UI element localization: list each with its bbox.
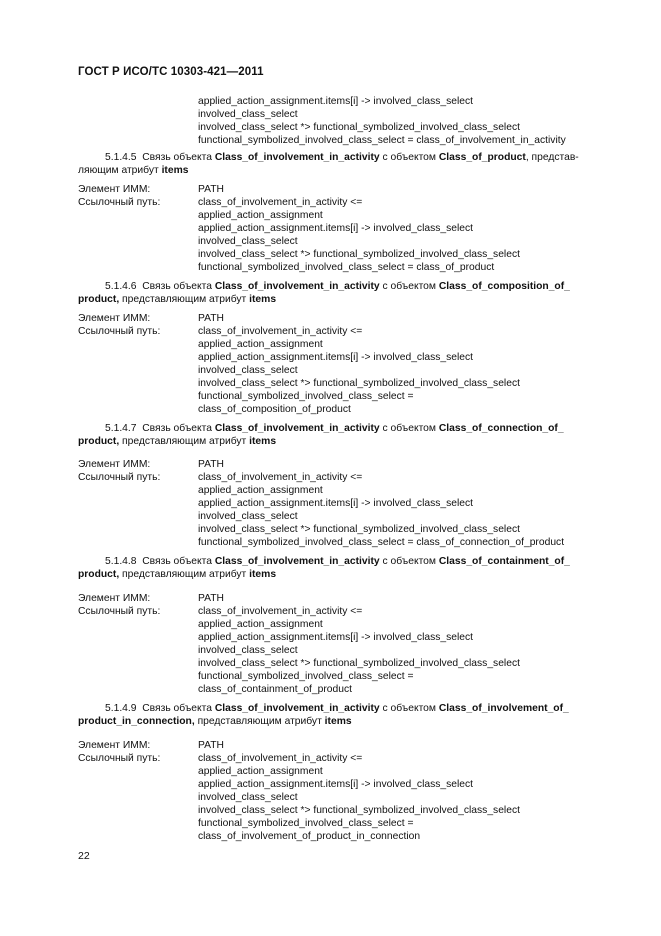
path-line: involved_class_select *> functional_symbolized_involved_class_select xyxy=(198,658,520,669)
section-heading: 5.1.4.7 Связь объекта Class_of_involvement_in_activity с объектом Class_of_connection_of_ xyxy=(105,423,564,434)
ref-path-label: Ссылочный путь: xyxy=(78,753,161,764)
path-line: applied_action_assignment xyxy=(198,485,323,496)
path-line: applied_action_assignment xyxy=(198,339,323,350)
path-line: applied_action_assignment.items[i] -> involved_class_select xyxy=(198,223,474,234)
path-line: applied_action_assignment xyxy=(198,766,323,777)
path-line: applied_action_assignment xyxy=(198,619,323,630)
path-line: involved_class_select xyxy=(198,511,298,522)
path-line: functional_symbolized_involved_class_select = xyxy=(198,671,414,682)
path-line: class_of_involvement_of_product_in_connection xyxy=(198,831,421,842)
path-line: functional_symbolized_involved_class_select = class_of_involvement_in_activity xyxy=(198,135,566,146)
ref-path-label: Ссылочный путь: xyxy=(78,326,161,337)
element-label: Элемент ИММ: xyxy=(78,184,151,195)
section-heading-cont: product, представляющим атрибут items xyxy=(78,294,277,305)
path-line: involved_class_select xyxy=(198,792,298,803)
path-line: applied_action_assignment.items[i] -> involved_class_select xyxy=(198,498,474,509)
path-line: applied_action_assignment.items[i] -> involved_class_select xyxy=(198,632,474,643)
section-heading: 5.1.4.6 Связь объекта Class_of_involvement_in_activity с объектом Class_of_composition_of_ xyxy=(105,281,570,292)
document-header: ГОСТ Р ИСО/ТС 10303-421—2011 xyxy=(78,66,264,78)
ref-path-label: Ссылочный путь: xyxy=(78,472,161,483)
section-heading-cont: product, представляющим атрибут items xyxy=(78,569,277,580)
element-label: Элемент ИММ: xyxy=(78,593,151,604)
path-line: applied_action_assignment.items[i] -> involved_class_select xyxy=(198,352,474,363)
element-label: Элемент ИММ: xyxy=(78,459,151,470)
path-line: class_of_involvement_in_activity <= xyxy=(198,753,363,764)
element-label: Элемент ИММ: xyxy=(78,313,151,324)
ref-path-label: Ссылочный путь: xyxy=(78,606,161,617)
path-line: functional_symbolized_involved_class_select = class_of_connection_of_product xyxy=(198,537,565,548)
path-line: functional_symbolized_involved_class_select = xyxy=(198,818,414,829)
section-heading: 5.1.4.5 Связь объекта Class_of_involvement_in_activity с объектом Class_of_product, представ- xyxy=(105,152,579,163)
path-line: class_of_composition_of_product xyxy=(198,404,351,415)
path-line: applied_action_assignment.items[i] -> involved_class_select xyxy=(198,96,474,107)
path-line: class_of_involvement_in_activity <= xyxy=(198,606,363,617)
page-number: 22 xyxy=(78,850,90,862)
path-line: class_of_involvement_in_activity <= xyxy=(198,197,363,208)
path-value: PATH xyxy=(198,593,224,604)
path-line: involved_class_select xyxy=(198,236,298,247)
path-line: involved_class_select *> functional_symbolized_involved_class_select xyxy=(198,524,520,535)
section-heading: 5.1.4.9 Связь объекта Class_of_involvement_in_activity с объектом Class_of_involvement_of_ xyxy=(105,703,569,714)
section-heading-cont: product, представляющим атрибут items xyxy=(78,436,277,447)
path-value: PATH xyxy=(198,459,224,470)
path-line: involved_class_select *> functional_symbolized_involved_class_select xyxy=(198,122,520,133)
section-heading-cont: product_in_connection, представляющим атрибут items xyxy=(78,716,352,727)
path-line: functional_symbolized_involved_class_select = xyxy=(198,391,414,402)
path-line: involved_class_select xyxy=(198,645,298,656)
path-value: PATH xyxy=(198,740,224,751)
section-heading-cont: ляющим атрибут items xyxy=(78,165,189,176)
ref-path-label: Ссылочный путь: xyxy=(78,197,161,208)
path-line: involved_class_select xyxy=(198,109,298,120)
section-heading: 5.1.4.8 Связь объекта Class_of_involvement_in_activity с объектом Class_of_containment_of_ xyxy=(105,556,570,567)
path-line: class_of_involvement_in_activity <= xyxy=(198,326,363,337)
path-line: applied_action_assignment.items[i] -> involved_class_select xyxy=(198,779,474,790)
path-line: applied_action_assignment xyxy=(198,210,323,221)
element-label: Элемент ИММ: xyxy=(78,740,151,751)
path-line: involved_class_select *> functional_symbolized_involved_class_select xyxy=(198,378,520,389)
path-line: involved_class_select *> functional_symbolized_involved_class_select xyxy=(198,249,520,260)
path-line: involved_class_select *> functional_symbolized_involved_class_select xyxy=(198,805,520,816)
path-line: class_of_involvement_in_activity <= xyxy=(198,472,363,483)
path-value: PATH xyxy=(198,313,224,324)
path-line: class_of_containment_of_product xyxy=(198,684,352,695)
path-line: involved_class_select xyxy=(198,365,298,376)
path-line: functional_symbolized_involved_class_select = class_of_product xyxy=(198,262,495,273)
path-value: PATH xyxy=(198,184,224,195)
